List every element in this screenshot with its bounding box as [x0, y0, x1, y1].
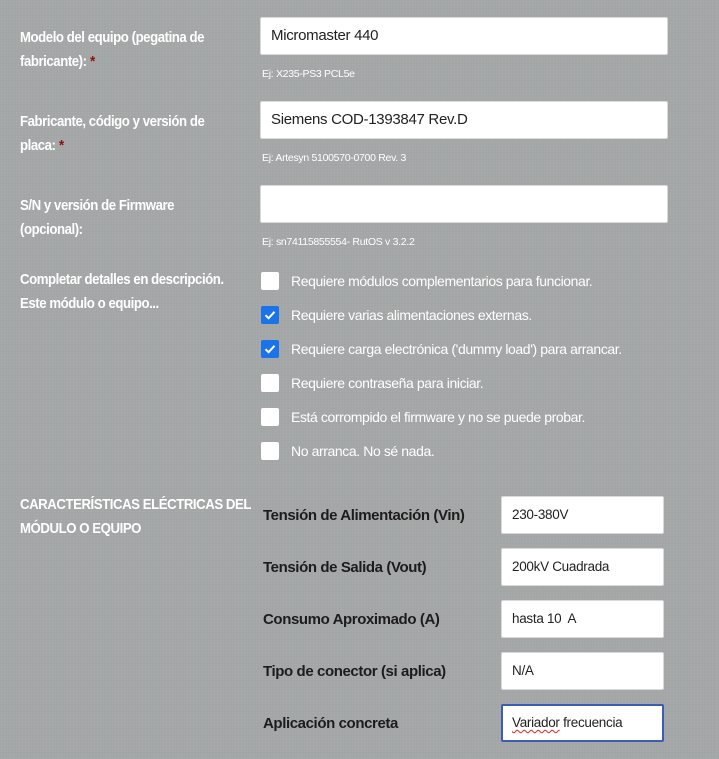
serial-firmware-input[interactable]	[260, 185, 668, 223]
checkbox[interactable]	[261, 408, 279, 426]
vin-input[interactable]: 230-380V	[501, 496, 664, 534]
checkbox[interactable]	[261, 272, 279, 290]
model-label: Modelo del equipo (pegatina de fabricante): *	[20, 29, 205, 70]
details-label: Completar detalles en descripción. Este módulo o equipo...	[20, 271, 224, 312]
option-password[interactable]: Requiere contraseña para iniciar.	[261, 372, 622, 394]
vin-label: Tensión de Alimentación (Vin)	[263, 507, 465, 524]
connector-input[interactable]: N/A	[501, 652, 664, 690]
manufacturer-input[interactable]: Siemens COD-1393847 Rev.D	[260, 101, 668, 139]
details-options	[261, 270, 622, 462]
required-mark: *	[59, 137, 64, 154]
checkbox-checked[interactable]	[261, 340, 279, 358]
checkbox[interactable]	[261, 442, 279, 460]
current-label: Consumo Aproximado (A)	[263, 611, 440, 628]
option-complementary-modules[interactable]: Requiere módulos complementarios para funcionar.	[261, 270, 622, 292]
vout-label: Tensión de Salida (Vout)	[263, 559, 427, 576]
connector-label: Tipo de conector (si aplica)	[263, 663, 446, 680]
serial-firmware-label: S/N y versión de Firmware (opcional):	[20, 197, 175, 238]
check-icon	[263, 342, 277, 356]
checkbox-checked[interactable]	[261, 306, 279, 324]
manufacturer-hint: Ej: Artesyn 5100570-0700 Rev. 3	[262, 152, 407, 164]
manufacturer-label: Fabricante, código y versión de placa: *	[20, 113, 205, 154]
option-corrupted-firmware[interactable]: Está corrompido el firmware y no se puede probar.	[261, 406, 622, 428]
required-mark: *	[90, 53, 95, 70]
serial-firmware-hint: Ej: sn74115855554- RutOS v 3.2.2	[262, 236, 415, 248]
option-does-not-boot[interactable]: No arranca. No sé nada.	[261, 440, 622, 462]
model-hint: Ej: X235-PS3 PCL5e	[262, 68, 355, 80]
option-external-supplies[interactable]: Requiere varias alimentaciones externas.	[261, 304, 622, 326]
option-dummy-load[interactable]: Requiere carga electrónica ('dummy load') para arrancar.	[261, 338, 622, 360]
current-input[interactable]: hasta 10 A	[501, 600, 664, 638]
model-input[interactable]: Micromaster 440	[260, 17, 668, 55]
check-icon	[263, 308, 277, 322]
application-input[interactable]: Variador frecuencia	[501, 704, 664, 742]
electrical-heading: CARACTERÍSTICAS ELÉCTRICAS DEL MÓDULO O EQUIPO	[20, 496, 252, 537]
vout-input[interactable]: 200kV Cuadrada	[501, 548, 664, 586]
checkbox[interactable]	[261, 374, 279, 392]
application-label: Aplicación concreta	[263, 715, 398, 732]
